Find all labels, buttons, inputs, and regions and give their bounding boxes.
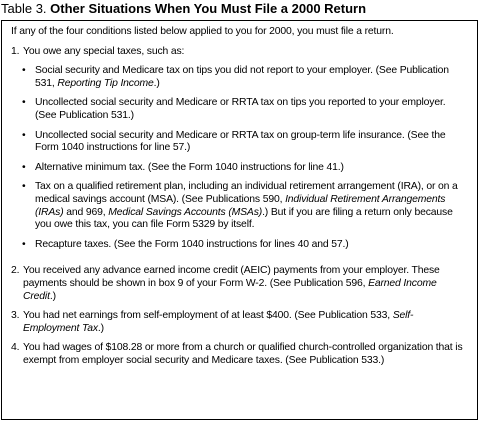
bullet-icon: •: [22, 97, 26, 109]
list-item: [22, 130, 469, 155]
publication-title: Self-Employment Tax: [23, 310, 414, 334]
list-item-text-part: Social security and Medicare tax on tips you did not report to your employer. (See Publication 531,: [35, 65, 449, 89]
list-item-text: [35, 65, 469, 90]
condition-4: [11, 342, 469, 367]
conditions-box: [1, 20, 478, 420]
publication-title: Reporting Tip Income: [57, 77, 154, 89]
table-heading: Other Situations When You Must File a 2000 Return: [50, 1, 367, 16]
list-item-text: Uncollected social security and Medicare or RRTA tax on group-term life insurance. (See the Form 1040 instructions for line 57.): [35, 129, 446, 154]
condition-text: You had wages of $108.28 or more from a church or qualified church-controlled organization that is exempt from employer social security and Medicare taxes. (See Publication 533.): [23, 342, 463, 366]
condition-text-part: You had net earnings from self-employment of at least $400. (See Publication 533,: [23, 310, 393, 322]
list-item-text: Alternative minimum tax. (See the Form 1040 instructions for line 41.): [35, 161, 344, 173]
condition-number: 2.: [11, 265, 20, 277]
intro-text: If any of the four conditions listed below applied to you for 2000, you must file a return.: [11, 26, 394, 37]
list-item: [22, 97, 469, 122]
publication-title: Earned Income Credit: [23, 277, 437, 302]
condition-text-part: .): [49, 290, 56, 302]
condition-3: [11, 310, 469, 335]
bullet-icon: •: [22, 65, 26, 77]
condition-text-part: You received any advance earned income credit (AEIC) payments from your employer. These payments should be shown in box 9 of your Form W-2. (See Publication 596,: [23, 265, 440, 289]
condition-text: [23, 265, 469, 303]
condition-text: [23, 310, 469, 335]
list-item-text: Uncollected social security and Medicare or RRTA tax on tips you reported to your employer. (See Publication 531.): [35, 97, 446, 121]
publication-title: Medical Savings Accounts (MSAs): [108, 206, 263, 218]
list-item: [22, 162, 469, 175]
bullet-icon: •: [22, 181, 26, 193]
bullet-icon: •: [22, 129, 26, 141]
special-taxes-list: [22, 65, 469, 251]
condition-body: [23, 46, 469, 259]
bullet-icon: •: [22, 238, 26, 250]
list-item-text: Recapture taxes. (See the Form 1040 instructions for lines 40 and 57.): [35, 238, 349, 250]
list-item-text-part: .) But if you are filing a return only because you owe this tax, you can file Form 5329 by itself.: [35, 206, 453, 231]
table-number: Table 3.: [1, 1, 51, 16]
list-item: [22, 181, 469, 231]
publication-title: Individual Retirement Arrangements (IRAs): [35, 193, 446, 218]
list-item-text-part: .): [153, 77, 160, 89]
list-item: [22, 239, 469, 252]
list-item-text: [35, 181, 469, 231]
list-item: [22, 65, 469, 90]
condition-number: 4.: [11, 342, 20, 354]
condition-text-part: .): [97, 322, 104, 334]
condition-1: [11, 46, 469, 259]
condition-number: 1.: [11, 45, 20, 57]
table-title: [1, 1, 366, 17]
condition-2: [11, 265, 469, 303]
condition-text: You owe any special taxes, such as:: [23, 45, 185, 57]
bullet-icon: •: [22, 161, 26, 173]
list-item-text-part: Tax on a qualified retirement plan, including an individual retirement arrangement (IRA), or on a medical savings account (MSA). (See Publications 590,: [35, 181, 458, 205]
condition-number: 3.: [11, 310, 20, 322]
list-item-text-part: and 969,: [63, 206, 109, 218]
